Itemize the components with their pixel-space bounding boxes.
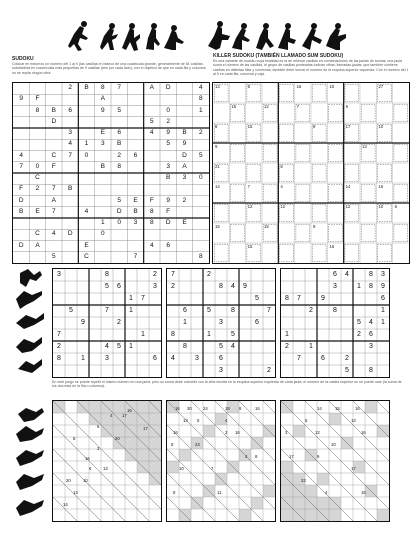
killer-cage-sum: 7: [296, 104, 300, 109]
kakuro-clue: 4: [110, 413, 113, 418]
martial-arts-banner: [60, 20, 360, 52]
killer-cage-sum: 4: [280, 184, 283, 189]
killer-cage-sum: 12: [264, 104, 269, 109]
hex-cell-value: D: [67, 230, 73, 238]
killer-cage-sum: 8: [215, 124, 218, 129]
hex-cell-value: 8: [117, 162, 121, 170]
sudoku-cell-value: 8: [369, 271, 373, 278]
killer-cage-sum: 27: [378, 84, 384, 89]
hex-cell-value: 5: [166, 140, 170, 148]
sudoku-cell-value: 5: [231, 331, 235, 338]
killer-cage-sum: 8: [280, 164, 283, 169]
sudoku-cell-value: 7: [297, 355, 301, 362]
kakuro-clue: 9: [317, 454, 320, 459]
side-fighters-figure: [10, 265, 48, 377]
hex-cell-value: 7: [19, 162, 23, 170]
hex-cell-value: 8: [199, 252, 203, 260]
sudoku-cell-value: 2: [171, 283, 175, 290]
sudoku-cell-value: 3: [381, 271, 385, 278]
killer-cage-sum: 6: [345, 104, 349, 109]
hex-cell-value: 4: [150, 129, 154, 137]
hex-cell-value: D: [18, 196, 24, 204]
hex-cell-value: A: [100, 95, 105, 103]
kakuro-grid-lines: [53, 401, 161, 521]
sudoku-cell-value: 2: [207, 271, 211, 278]
hex-cell-value: 0: [166, 106, 170, 114]
sudoku-cell-value: 3: [219, 319, 223, 326]
kakuro-clue: 8: [255, 454, 258, 459]
sudoku-cell-value: 2: [345, 355, 349, 362]
hex-cell-value: 2: [68, 84, 72, 92]
hex-cell-value: B: [133, 207, 138, 215]
sudoku-cell-value: 1: [309, 343, 313, 350]
sudoku-cell-value: 7: [141, 295, 145, 302]
kakuro-clue: 16: [127, 408, 132, 413]
hex-cell-value: 6: [133, 151, 138, 159]
hex-cell-value: F: [166, 207, 171, 215]
hex-cell-value: 4: [19, 151, 23, 159]
kakuro-grid-lines: [281, 401, 389, 521]
kakuro-clue: 18: [225, 406, 230, 411]
killer-cage-sum: 15: [215, 224, 220, 229]
kakuro-clue: 16: [175, 406, 180, 411]
hex-cell-value: 9: [101, 106, 105, 114]
hex-cell-value: 0: [101, 230, 105, 238]
hex-cell-value: A: [149, 84, 154, 92]
killer-cage-sum: 16: [329, 244, 335, 249]
killer-cage-sum: 7: [247, 184, 251, 189]
kakuro-clue: 10: [179, 466, 184, 471]
hex-cell-value: 5: [117, 106, 121, 114]
killer-cage-sum: 10: [378, 124, 384, 129]
sudoku-cell-value: 8: [57, 355, 61, 362]
sudoku-cell-value: 9: [381, 283, 385, 290]
hex-cell-value: D: [18, 241, 24, 249]
sudoku-cell-value: 1: [357, 283, 361, 290]
hex-cell-value: 2: [166, 117, 170, 125]
hex-cell-value: 3: [182, 174, 187, 182]
sudoku-cell-value: 7: [171, 271, 175, 278]
hex-cell-value: E: [100, 129, 105, 137]
hex-cell-value: 8: [199, 95, 203, 103]
sudoku-cell-value: 1: [129, 295, 133, 302]
small-sudoku-3: [280, 268, 390, 378]
sudoku-cell-value: 1: [183, 319, 187, 326]
hex-cell-value: 5: [150, 117, 154, 125]
hex-cell-value: 8: [150, 219, 154, 227]
sudoku-cell-value: 8: [333, 307, 337, 314]
hex-sudoku-grid: [12, 82, 210, 264]
sudoku-cell-value: 5: [105, 283, 109, 290]
hex-cell-value: B: [165, 174, 171, 182]
sudoku-cell-value: 8: [231, 307, 235, 314]
hex-cell-value: 6: [117, 129, 121, 137]
hex-cell-value: D: [165, 219, 171, 227]
kakuro-clue: 20: [66, 478, 71, 483]
kakuro-clue: 10: [331, 442, 336, 447]
kakuro-grid-2: [166, 400, 276, 522]
sudoku-cell-value: 5: [255, 295, 259, 302]
sudoku-cell-value: 6: [333, 271, 337, 278]
hex-cell-value: 2: [117, 151, 121, 159]
sudoku-cell-value: 9: [81, 319, 85, 326]
hex-cell-value: D: [165, 84, 171, 92]
sudoku-cell-value: 6: [117, 283, 121, 290]
kakuro-clue: 8: [171, 442, 174, 447]
sudoku-cell-value: 4: [171, 355, 175, 362]
hex-cell-value: 1: [199, 106, 203, 114]
kakuro-clue: 23: [301, 478, 306, 483]
hex-cell-value: 7: [68, 151, 72, 159]
hex-cell-value: 8: [35, 106, 40, 114]
killer-cage-sum: 17: [345, 124, 351, 129]
kakuro-clue: 8: [73, 436, 76, 441]
sudoku-cell-value: 1: [207, 331, 211, 338]
killer-cage-sum: 9: [215, 144, 218, 149]
kakuro-clue: 13: [103, 466, 108, 471]
hex-cell-value: C: [51, 151, 57, 159]
hex-cell-value: 5: [52, 252, 56, 260]
kakuro-clue: 17: [122, 413, 127, 418]
sudoku-cell-value: 9: [243, 283, 247, 290]
kakuro-clue: 10: [83, 478, 88, 483]
hex-cell-value: E: [182, 219, 187, 227]
sudoku-cell-value: 4: [369, 319, 373, 326]
hex-cell-value: 7: [52, 185, 56, 193]
killer-cage-sum: 16: [378, 184, 384, 189]
kakuro-clue: 17: [143, 426, 148, 431]
hex-cell-value: C: [35, 174, 40, 182]
kakuro-clue: 24: [203, 406, 208, 411]
hex-cell-value: 8: [150, 207, 154, 215]
hex-cell-value: F: [35, 95, 40, 103]
hex-cell-value: 3: [68, 129, 72, 137]
hex-cell-value: 6: [68, 106, 72, 114]
kakuro-clue: 14: [63, 502, 68, 507]
killer-cage-sum: 12: [345, 204, 351, 209]
sudoku-cell-value: 5: [357, 319, 361, 326]
hex-cell-value: A: [182, 162, 187, 170]
kakuro-clue: 8: [239, 406, 242, 411]
kakuro-clue: 13: [183, 418, 188, 423]
hex-cell-value: 5: [199, 151, 203, 159]
kakuro-clue: 16: [355, 406, 360, 411]
hex-cell-value: 9: [166, 196, 170, 204]
hex-cell-value: 3: [166, 162, 170, 170]
kakuro-clue: 6: [89, 466, 92, 471]
kakuro-clue: 14: [317, 406, 322, 411]
kakuro-clue: 11: [217, 490, 222, 495]
hex-cell-value: 1: [101, 219, 105, 227]
hex-cell-value: 2: [182, 196, 187, 204]
hex-cell-value: 2: [199, 129, 203, 137]
killer-cage-sum: 21: [215, 164, 220, 169]
sudoku-cell-value: 1: [81, 355, 85, 362]
killer-cage-sum: 9: [313, 124, 316, 129]
kakuro-clue: 16: [235, 430, 240, 435]
sudoku-cell-value: 7: [267, 307, 271, 314]
killer-cage-sum: 15: [264, 224, 269, 229]
killer-cage-sum: 6: [394, 204, 398, 209]
hex-cell-value: 4: [68, 140, 72, 148]
kakuro-clue: 16: [85, 456, 90, 461]
hex-cell-value: B: [67, 185, 73, 193]
sudoku-cell-value: 3: [333, 283, 337, 290]
hex-cell-value: 9: [166, 129, 170, 137]
hex-cell-value: F: [19, 185, 24, 193]
sudoku-cell-value: 4: [231, 283, 235, 290]
hex-cell-value: F: [149, 196, 154, 204]
kakuro-clue: 12: [315, 430, 320, 435]
kakuro-clue: 16: [255, 406, 260, 411]
kakuro-clue: 23: [195, 442, 200, 447]
killer-cage-sum: 14: [215, 184, 220, 189]
hex-cell-value: C: [84, 252, 89, 260]
sudoku-cell-value: 3: [195, 355, 199, 362]
hex-cell-value: F: [51, 162, 56, 170]
hex-cell-value: 0: [117, 219, 121, 227]
hex-cell-value: 1: [84, 140, 89, 148]
kakuro-clue: 3: [225, 430, 228, 435]
sudoku-cell-value: 8: [369, 367, 373, 374]
killer-sudoku-grid: [212, 82, 410, 264]
sudoku-cell-value: 7: [297, 295, 301, 302]
sudoku-cell-value: 6: [153, 355, 157, 362]
hex-cell-value: 2: [35, 185, 40, 193]
sudoku-title: SUDOKU: [12, 56, 34, 62]
hex-cell-value: B: [182, 129, 187, 137]
hex-cell-value: D: [116, 207, 122, 215]
hex-cell-value: D: [182, 151, 187, 159]
killer-cage-sum: 13: [215, 84, 220, 89]
kakuro-clue: 16: [173, 430, 178, 435]
kakuro-clue: 13: [351, 418, 356, 423]
hex-cell-value: 4: [150, 241, 154, 249]
hex-cell-value: 0: [84, 151, 89, 159]
hex-cell-value: 5: [117, 196, 121, 204]
sudoku-cell-value: 8: [183, 343, 187, 350]
sudoku-cell-value: 2: [153, 271, 157, 278]
sudoku-cell-value: 6: [183, 307, 187, 314]
kakuro-clue: 4: [245, 454, 248, 459]
kakuro-clue: 13: [73, 490, 78, 495]
sudoku-cell-value: 4: [231, 343, 235, 350]
killer-cage-sum: 13: [362, 144, 367, 149]
sudoku-cell-value: 2: [267, 367, 271, 374]
killer-intro: Es una variante de sudoku cuya finalidad es la de rellenar casillas en combinaciones de las jaulas de sumas; una jaula suma el número de las casillas, el grupo de casillas punteadas indican cifras; llamadas jaulas, que también contiene casillas en distintas filas y columnas; también debe sumar el número de la esquina superior izquierda. Con el número del 1 al 9 en cada fila, columna y caja.: [213, 59, 409, 76]
kakuro-clue: 3: [285, 430, 288, 435]
killer-title: KILLER SUDOKU (TAMBIÉN LLAMADO SUM SUDOKU): [213, 53, 344, 59]
hex-cell-value: B: [84, 84, 89, 92]
sudoku-cell-value: 2: [357, 331, 361, 338]
sudoku-cell-value: 3: [153, 283, 157, 290]
sudoku-cell-value: 8: [369, 283, 373, 290]
sudoku-cell-value: 3: [369, 343, 373, 350]
sudoku-cell-value: 4: [105, 343, 109, 350]
hex-cell-value: 9: [19, 95, 23, 103]
kakuro-clue: 5: [197, 418, 200, 423]
kakuro-grid-3: [280, 400, 390, 522]
killer-cage-sum: 10: [329, 84, 335, 89]
hex-cell-value: 0: [199, 174, 203, 182]
sudoku-cell-value: 3: [219, 367, 223, 374]
kakuro-clue: 4: [225, 418, 228, 423]
sudoku-cell-value: 1: [129, 307, 133, 314]
hex-cell-value: 7: [133, 252, 138, 260]
hex-cell-value: 7: [52, 207, 56, 215]
killer-cage-sum: 12: [247, 204, 253, 209]
killer-cage-sum: 16: [247, 244, 253, 249]
sudoku-cell-value: 2: [117, 319, 121, 326]
sudoku-cell-value: 8: [285, 295, 289, 302]
sudoku-cell-value: 2: [309, 307, 313, 314]
kakuro-clue: 3: [97, 446, 100, 451]
hex-cell-value: D: [51, 117, 57, 125]
sudoku-intro: Colocar en esfuerzo un número del 1 al 9 (las casillas en blanco de una cuadrícula grande, generalmente de 81 casillas, subdividida en cuadrículas más pequeñas de 9 casillas (tres por cada lado), con el objetivo de que en cada fila y columna no se repita ningún cifra.: [12, 62, 206, 75]
hex-cell-value: E: [84, 241, 89, 249]
sudoku-cell-value: 8: [105, 271, 109, 278]
sudoku-cell-value: 5: [207, 307, 211, 314]
hex-cell-value: A: [51, 196, 56, 204]
hex-cell-value: B: [51, 106, 56, 114]
sudoku-cell-value: 1: [381, 307, 385, 314]
kakuro-clue: 5: [305, 418, 308, 423]
killer-cage-sum: 15: [231, 104, 237, 109]
sudoku-cell-value: 1: [285, 331, 289, 338]
kakuro-clue: 8: [173, 490, 176, 495]
sudoku-cell-value: 4: [345, 271, 349, 278]
kakuro-clue: 17: [351, 466, 356, 471]
kakuro-clue: 30: [187, 406, 192, 411]
killer-cage-sum: 12: [280, 204, 286, 209]
bottom-intro: En este juego se puede repetir el mismo número en una jaula, pero su suma debe coincidir con la cifra escrita en la esquina superior izquierda de cada jaula: el número de la casilla superior no se puede usar (la suma de los dos está en la fila o columna).: [52, 380, 402, 389]
sudoku-cell-value: 9: [321, 295, 325, 302]
kakuro-clue: 20: [115, 436, 120, 441]
kakuro-clue: 8: [97, 424, 100, 429]
sudoku-cell-value: 7: [57, 331, 61, 338]
small-sudoku-1: [52, 268, 162, 378]
hex-cell-value: 7: [117, 84, 121, 92]
sudoku-cell-value: 5: [219, 343, 223, 350]
hex-cell-value: B: [100, 162, 105, 170]
hex-cell-value: B: [18, 207, 24, 215]
kakuro-clue: 15: [335, 406, 340, 411]
killer-grid-lines: [213, 83, 409, 263]
hex-cell-value: 3: [133, 219, 138, 227]
hex-cell-value: B: [116, 140, 122, 148]
kakuro-clue: 16: [361, 430, 366, 435]
sudoku-cell-value: 8: [171, 331, 175, 338]
hex-cell-value: 6: [166, 241, 170, 249]
killer-cage-sum: 16: [296, 84, 302, 89]
hex-cell-value: 3: [101, 140, 105, 148]
side-fighters-figure-2: [10, 404, 48, 524]
sudoku-cell-value: 8: [219, 283, 223, 290]
sudoku-cell-value: 3: [57, 271, 61, 278]
hex-cell-value: 4: [84, 207, 89, 215]
hex-cell-value: 4: [199, 84, 203, 92]
hex-cell-value: E: [35, 207, 40, 215]
kakuro-clue: 4: [325, 490, 328, 495]
sudoku-cell-value: 6: [369, 331, 373, 338]
sudoku-cell-value: 5: [117, 343, 121, 350]
kakuro-clue: 17: [289, 454, 294, 459]
killer-cage-sum: 14: [345, 184, 351, 189]
sudoku-cell-value: 5: [345, 367, 349, 374]
killer-cage-sum: 10: [378, 204, 384, 209]
killer-cage-sum: 8: [313, 224, 316, 229]
sudoku-cell-value: 6: [381, 295, 385, 302]
sudoku-cell-value: 1: [129, 343, 133, 350]
small-sudoku-2: [166, 268, 276, 378]
sudoku-cell-value: 2: [285, 343, 289, 350]
kakuro-grid-1: [52, 400, 162, 522]
killer-cage-sum: 16: [247, 124, 253, 129]
sudoku-cell-value: 6: [321, 355, 325, 362]
sudoku-cell-value: 1: [381, 319, 385, 326]
sudoku-cell-value: 2: [57, 343, 61, 350]
sudoku-cell-value: 3: [105, 355, 109, 362]
hex-cell-value: 0: [35, 162, 40, 170]
sudoku-cell-value: 7: [105, 307, 109, 314]
sudoku-cell-value: 1: [141, 331, 145, 338]
kakuro-clue: 7: [211, 466, 214, 471]
sudoku-cell-value: 6: [255, 319, 259, 326]
killer-cage-sum: 5: [247, 84, 251, 89]
hex-cell-value: 9: [182, 140, 187, 148]
hex-cell-value: 8: [101, 84, 105, 92]
hex-cell-value: C: [35, 230, 40, 238]
hex-cell-value: 4: [52, 230, 56, 238]
kakuro-clue: 15: [361, 490, 366, 495]
hex-cell-value: E: [133, 196, 138, 204]
sudoku-cell-value: 6: [219, 355, 223, 362]
sudoku-cell-value: 5: [69, 307, 73, 314]
hex-cell-value: A: [35, 241, 40, 249]
